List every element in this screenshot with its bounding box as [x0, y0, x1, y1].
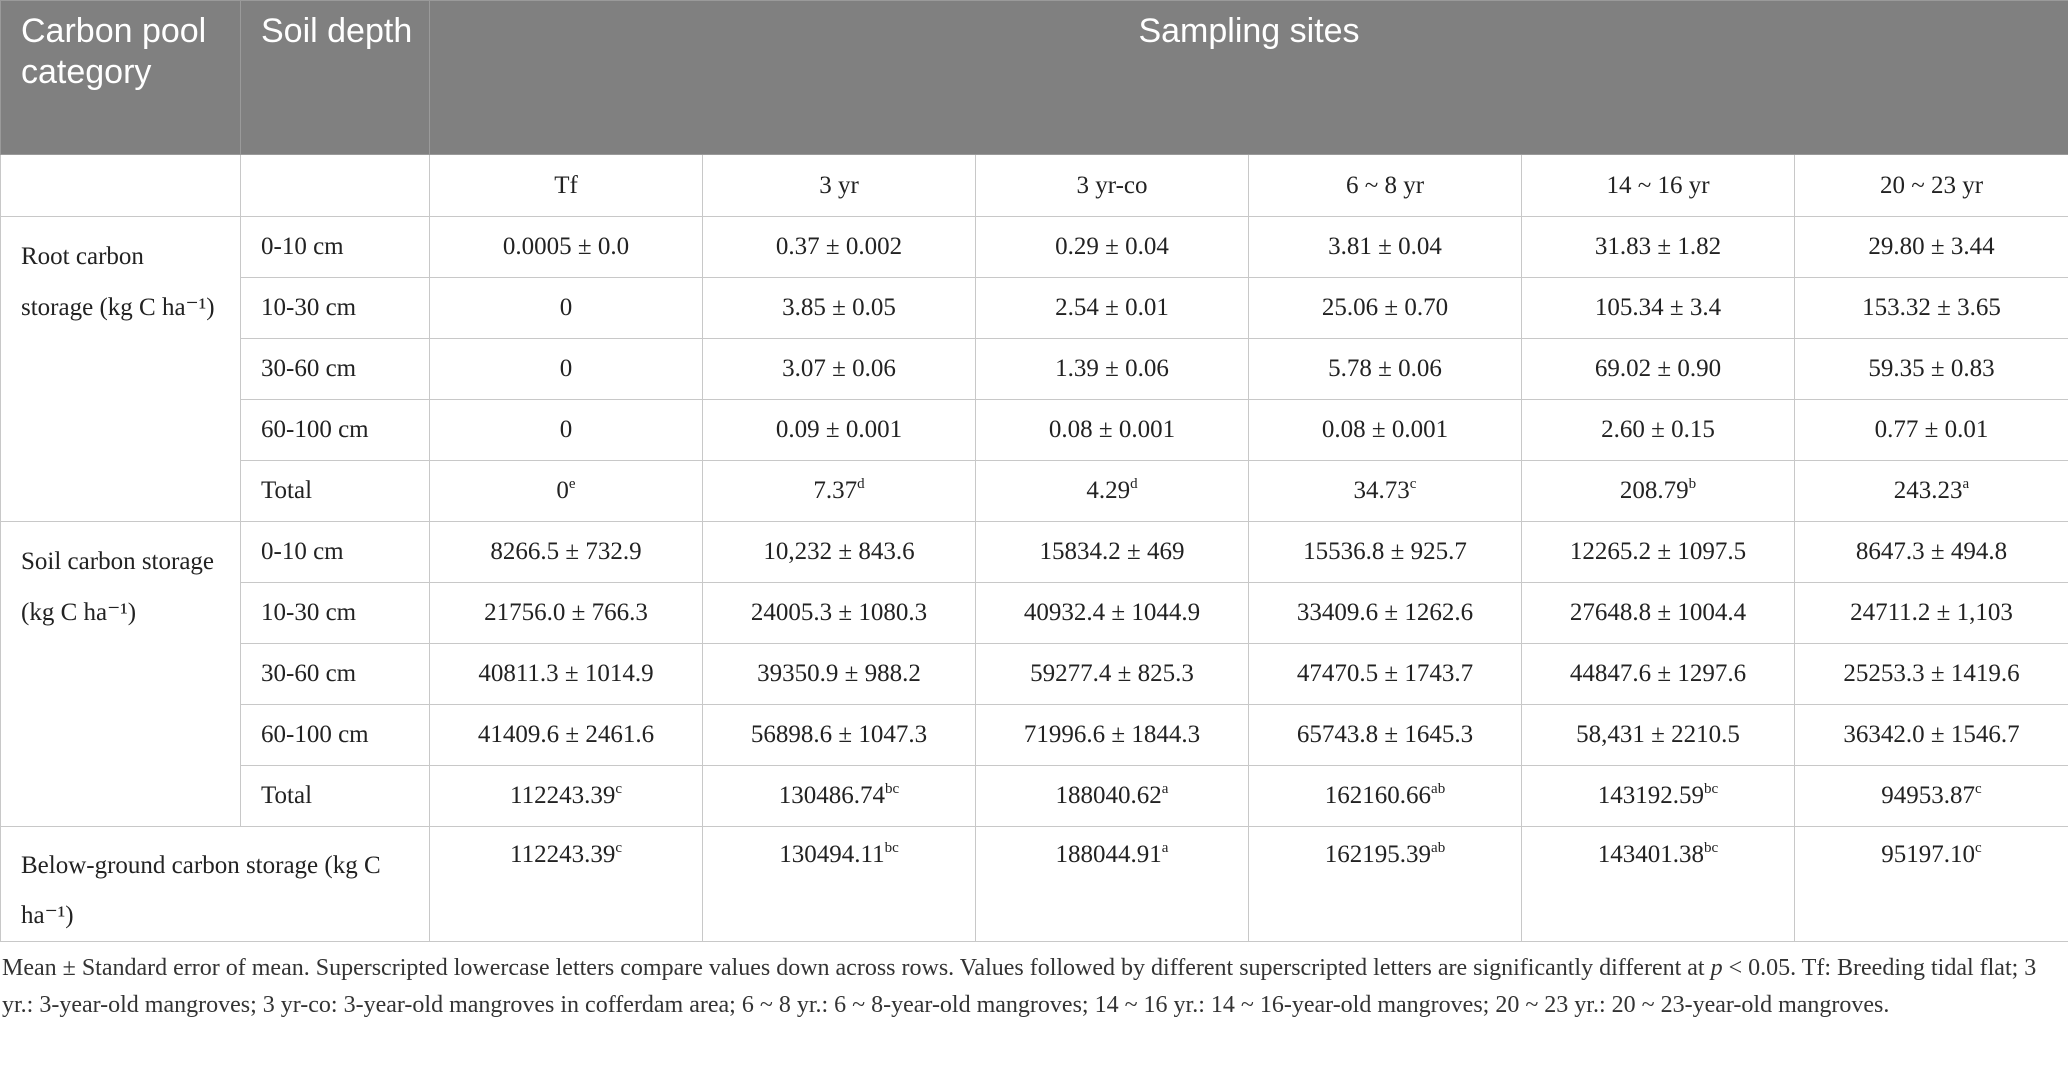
total-value: 94953.87$^c$	[1795, 766, 2068, 827]
below-ground-label: Below-ground carbon storage (kg C ha⁻¹)	[1, 827, 430, 942]
soil-depth-cell: 30-60 cm	[241, 339, 430, 400]
value-cell: 0.37 ± 0.002	[703, 217, 976, 278]
below-ground-value: 162195.39$^{ab}$	[1249, 827, 1522, 942]
value-cell: 25253.3 ± 1419.6	[1795, 644, 2068, 705]
below-ground-value: 130494.11$^{bc}$	[703, 827, 976, 942]
soil-depth-cell: 30-60 cm	[241, 644, 430, 705]
value-cell: 31.83 ± 1.82	[1522, 217, 1795, 278]
value-cell: 1.39 ± 0.06	[976, 339, 1249, 400]
value-cell: 12265.2 ± 1097.5	[1522, 522, 1795, 583]
value-cell: 39350.9 ± 988.2	[703, 644, 976, 705]
table-row	[1, 705, 2068, 766]
table-row	[1, 339, 2068, 400]
table-row	[1, 644, 2068, 705]
below-ground-value: 95197.10$^c$	[1795, 827, 2068, 942]
value-cell: 8647.3 ± 494.8	[1795, 522, 2068, 583]
value-cell: 15536.8 ± 925.7	[1249, 522, 1522, 583]
total-label: Total	[241, 766, 430, 827]
carbon-pool-category: Root carbon storage (kg C ha⁻¹)	[1, 217, 241, 522]
value-cell: 105.34 ± 3.4	[1522, 278, 1795, 339]
value-cell: 56898.6 ± 1047.3	[703, 705, 976, 766]
site-header-3yr: 3 yr	[703, 155, 976, 217]
value-cell: 65743.8 ± 1645.3	[1249, 705, 1522, 766]
value-cell: 0.09 ± 0.001	[703, 400, 976, 461]
value-cell: 5.78 ± 0.06	[1249, 339, 1522, 400]
value-cell: 58,431 ± 2210.5	[1522, 705, 1795, 766]
below-ground-value: 112243.39$^c$	[430, 827, 703, 942]
table-row	[1, 217, 2068, 278]
total-value: 208.79$^b$	[1522, 461, 1795, 522]
total-value: 34.73$^c$	[1249, 461, 1522, 522]
value-cell: 0.77 ± 0.01	[1795, 400, 2068, 461]
value-cell: 25.06 ± 0.70	[1249, 278, 1522, 339]
total-value: 112243.39$^c$	[430, 766, 703, 827]
value-cell: 0.08 ± 0.001	[1249, 400, 1522, 461]
value-cell: 0	[430, 339, 703, 400]
soil-depth-cell: 60-100 cm	[241, 400, 430, 461]
value-cell: 3.07 ± 0.06	[703, 339, 976, 400]
value-cell: 33409.6 ± 1262.6	[1249, 583, 1522, 644]
table-footnote	[2, 950, 2062, 1024]
footnote-text: < 0.05. Tf: Breeding tidal flat; 3 yr.: 3-year-old mangroves; 3 yr-co: 3-year-old mangroves in cofferdam area; 6 ~ 8 yr.: 6 ~ 8-year-old mangroves; 14 ~ 16 yr.: 14 ~ 16-year-old mangroves; 20 ~ 23 yr.: 20 ~ 23-year-old mangroves.	[2, 955, 2037, 1018]
value-cell: 24005.3 ± 1080.3	[703, 583, 976, 644]
site-header-6-8yr: 6 ~ 8 yr	[1249, 155, 1522, 217]
total-row	[1, 766, 2068, 827]
value-cell: 0	[430, 278, 703, 339]
value-cell: 24711.2 ± 1,103	[1795, 583, 2068, 644]
value-cell: 0.29 ± 0.04	[976, 217, 1249, 278]
site-header-14-16yr: 14 ~ 16 yr	[1522, 155, 1795, 217]
value-cell: 71996.6 ± 1844.3	[976, 705, 1249, 766]
soil-depth-cell: 10-30 cm	[241, 583, 430, 644]
total-value: 7.37$^d$	[703, 461, 976, 522]
total-value: 130486.74$^{bc}$	[703, 766, 976, 827]
table-row	[1, 278, 2068, 339]
value-cell: 47470.5 ± 1743.7	[1249, 644, 1522, 705]
table-header-row	[1, 1, 2068, 155]
soil-depth-cell: 60-100 cm	[241, 705, 430, 766]
table-row	[1, 400, 2068, 461]
value-cell: 3.81 ± 0.04	[1249, 217, 1522, 278]
value-cell: 21756.0 ± 766.3	[430, 583, 703, 644]
soil-depth-cell: 0-10 cm	[241, 522, 430, 583]
site-subheader-row	[1, 155, 2068, 217]
value-cell: 3.85 ± 0.05	[703, 278, 976, 339]
total-value: 0e	[430, 461, 703, 522]
table-row	[1, 583, 2068, 644]
value-cell: 69.02 ± 0.90	[1522, 339, 1795, 400]
value-cell: 59277.4 ± 825.3	[976, 644, 1249, 705]
value-cell: 27648.8 ± 1004.4	[1522, 583, 1795, 644]
total-value: 162160.66$^{ab}$	[1249, 766, 1522, 827]
table-row	[1, 522, 2068, 583]
value-cell: 8266.5 ± 732.9	[430, 522, 703, 583]
carbon-pool-category: Soil carbon storage (kg C ha⁻¹)	[1, 522, 241, 827]
site-header-20-23yr: 20 ~ 23 yr	[1795, 155, 2068, 217]
total-value: 188040.62$^a$	[976, 766, 1249, 827]
value-cell: 10,232 ± 843.6	[703, 522, 976, 583]
total-row	[1, 461, 2068, 522]
below-ground-row	[1, 827, 2068, 942]
site-header-3yr-co: 3 yr-co	[976, 155, 1249, 217]
value-cell: 0.0005 ± 0.0	[430, 217, 703, 278]
value-cell: 0.08 ± 0.001	[976, 400, 1249, 461]
value-cell: 2.60 ± 0.15	[1522, 400, 1795, 461]
soil-depth-cell: 0-10 cm	[241, 217, 430, 278]
below-ground-value: 188044.91$^a$	[976, 827, 1249, 942]
header-soil-depth: Soil depth	[241, 1, 430, 155]
empty-cell	[241, 155, 430, 217]
value-cell: 59.35 ± 0.83	[1795, 339, 2068, 400]
value-cell: 0	[430, 400, 703, 461]
header-sampling-sites: Sampling sites	[430, 1, 2068, 155]
header-carbon-pool-category: Carbon pool category	[1, 1, 241, 155]
below-ground-value: 143401.38$^{bc}$	[1522, 827, 1795, 942]
total-label: Total	[241, 461, 430, 522]
value-cell: 15834.2 ± 469	[976, 522, 1249, 583]
value-cell: 153.32 ± 3.65	[1795, 278, 2068, 339]
footnote-p-symbol: p	[1710, 955, 1723, 981]
site-header-tf: Tf	[430, 155, 703, 217]
soil-depth-cell: 10-30 cm	[241, 278, 430, 339]
total-value: 243.23$^a$	[1795, 461, 2068, 522]
footnote-text: Mean ± Standard error of mean. Superscripted lowercase letters compare values down across rows. Values followed by different superscripted letters are significantly different at	[2, 955, 1711, 981]
total-value: 143192.59$^{bc}$	[1522, 766, 1795, 827]
value-cell: 40811.3 ± 1014.9	[430, 644, 703, 705]
value-cell: 29.80 ± 3.44	[1795, 217, 2068, 278]
value-cell: 40932.4 ± 1044.9	[976, 583, 1249, 644]
value-cell: 44847.6 ± 1297.6	[1522, 644, 1795, 705]
value-cell: 2.54 ± 0.01	[976, 278, 1249, 339]
total-value: 4.29$^d$	[976, 461, 1249, 522]
value-cell: 41409.6 ± 2461.6	[430, 705, 703, 766]
value-cell: 36342.0 ± 1546.7	[1795, 705, 2068, 766]
empty-cell	[1, 155, 241, 217]
